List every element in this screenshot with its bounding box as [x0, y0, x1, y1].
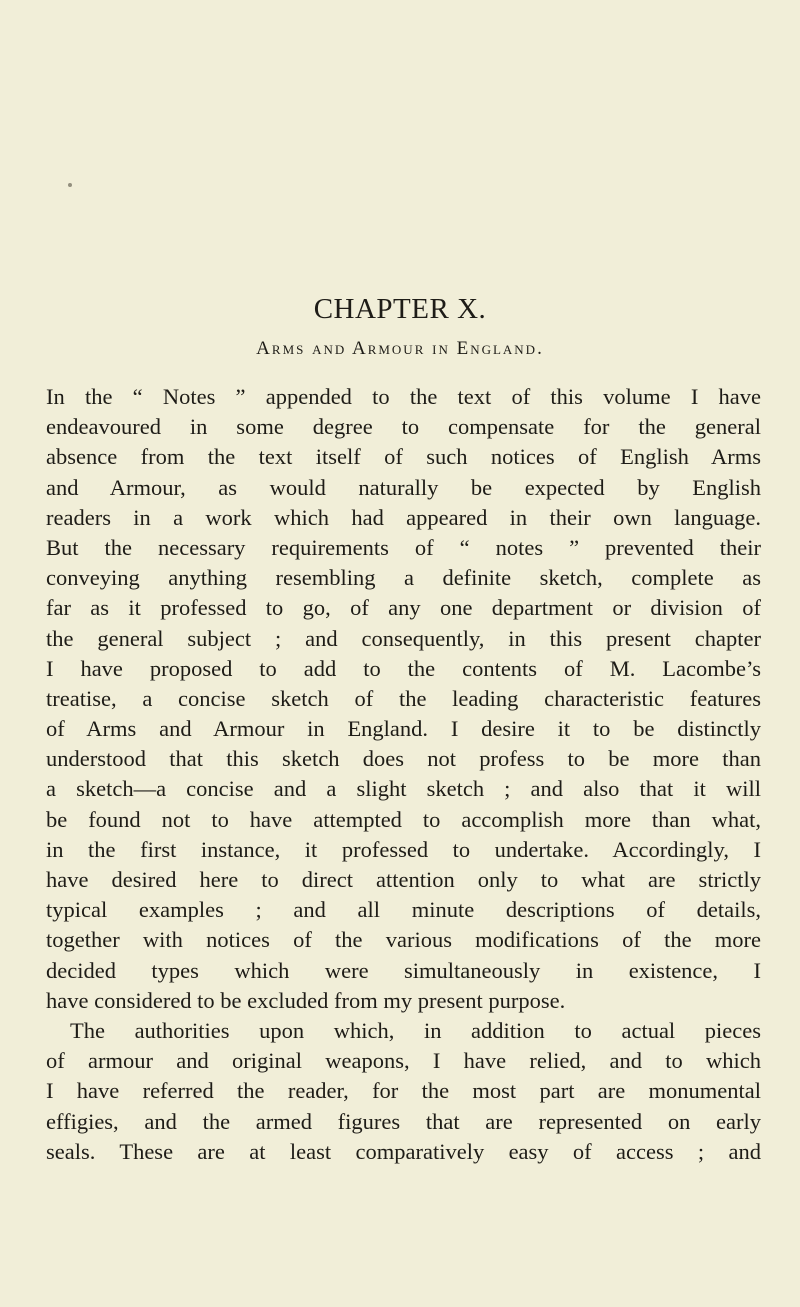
- text-line: far as it professed to go, of any one department or division of: [46, 595, 761, 621]
- text-line: But the necessary requirements of “ notes ” prevented their: [46, 534, 761, 560]
- text-line: conveying anything resembling a definite sketch, complete as: [46, 565, 761, 591]
- text-line: I have referred the reader, for the most part are monumental: [46, 1078, 761, 1104]
- text-line: treatise, a concise sketch of the leading characteristic features: [46, 685, 761, 711]
- text-line: typical examples ; and all minute descriptions of details,: [46, 897, 761, 923]
- text-line: be found not to have attempted to accomplish more than what,: [46, 806, 761, 832]
- text-line: seals. These are at least comparatively easy of access ; and: [46, 1138, 761, 1164]
- text-line: of armour and original weapons, I have relied, and to which: [46, 1048, 761, 1074]
- chapter-subtitle: Arms and Armour in England.: [256, 338, 544, 359]
- text-line: The authorities upon which, in addition to actual pieces: [70, 1017, 761, 1043]
- text-line: and Armour, as would naturally be expected by English: [46, 474, 761, 500]
- text-line: have desired here to direct attention only to what are strictly: [46, 867, 761, 892]
- text-line: In the “ Notes ” appended to the text of this volume I have: [46, 384, 761, 409]
- text-line: have considered to be excluded from my present purpose.: [46, 987, 566, 1013]
- text-line: understood that this sketch does not profess to be more than: [46, 746, 761, 772]
- text-line: effigies, and the armed figures that are represented on early: [46, 1108, 761, 1134]
- text-line: together with notices of the various modifications of the more: [46, 927, 761, 953]
- chapter-heading: CHAPTER X.: [313, 293, 487, 325]
- text-line: decided types which were simultaneously in existence, I: [46, 957, 761, 983]
- text-line: in the first instance, it professed to undertake. Accordingly, I: [46, 836, 761, 862]
- body-text: [46, 382, 761, 1167]
- text-line: a sketch—a concise and a slight sketch ; and also that it will: [46, 776, 761, 802]
- text-line: absence from the text itself of such notices of English Arms: [46, 444, 761, 470]
- text-line: endeavoured in some degree to compensate for the general: [46, 414, 761, 440]
- text-line: readers in a work which had appeared in their own language.: [46, 504, 761, 530]
- text-line: the general subject ; and consequently, in this present chapter: [46, 625, 761, 651]
- text-line: I have proposed to add to the contents of M. Lacombe’s: [46, 655, 761, 681]
- paper-speck: [68, 183, 72, 187]
- text-line: of Arms and Armour in England. I desire it to be distinctly: [46, 716, 761, 742]
